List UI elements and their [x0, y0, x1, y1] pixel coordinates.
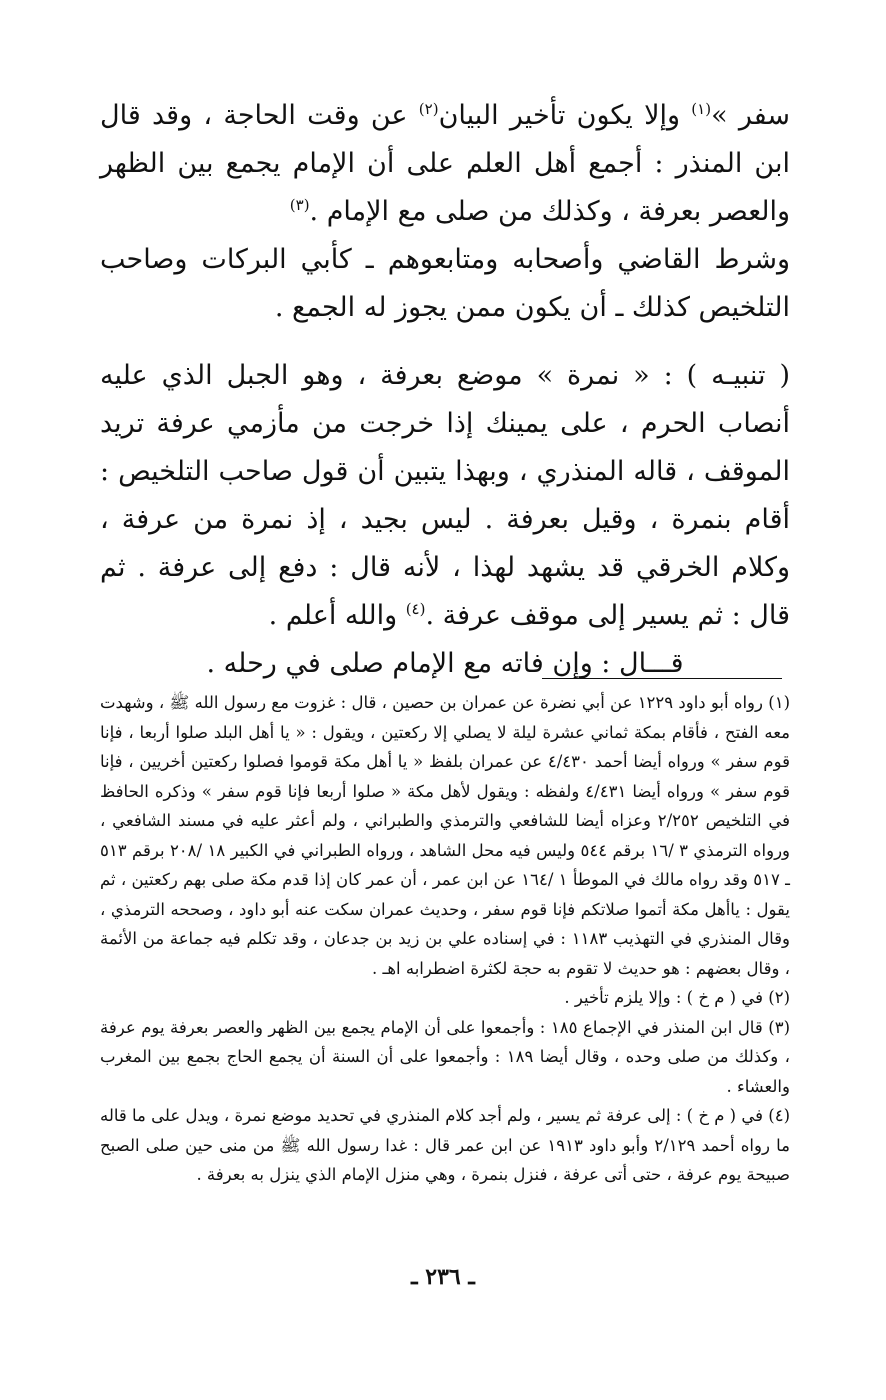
paragraph-4: قـــال : وإن فاته مع الإمام صلى في رحله .	[206, 648, 684, 679]
footnote-4: (٤) في ( م خ ) : إلى عرفة ثم يسير ، ولم أجد كلام المنذري في تحديد موضع نمرة ، ويدل على ما قاله ما رواه أحمد ٢/١٢٩ وأبو داود ١٩١٣ عن ابن عمر قال : غدا رسول الله ﷺ من منى حين صلى الصبح صبيحة يوم عرفة ، حتى أتى عرفة ، فنزل بنمرة ، وهي منزل الإمام الذي ينزل به بعرفة .	[100, 1106, 790, 1184]
footnote-ref-1[interactable]: (١)	[691, 100, 712, 118]
footnote-ref-3[interactable]: (٣)	[289, 196, 310, 214]
paragraph-1-part-b: وإلا يكون تأخير البيان	[438, 100, 692, 131]
paragraph-3-part-a: « نمرة » موضع بعرفة ، وهو الجبل الذي عليه أنصاب الحرم ، على يمينك إذا خرجت من مأزمي عرفة تريد الموقف ، قاله المنذري ، وبهذا يتبين أن قول صاحب التلخيص : أقام بنمرة ، وقيل بعرفة . ليس بجيد ، إذ نمرة من عرفة ، وكلام الخرقي قد يشهد لهذا ، لأنه قال : دفع إلى عرفة . ثم قال : ثم يسير إلى موقف عرفة .	[100, 360, 790, 631]
footnotes	[100, 688, 790, 1190]
footnote-2: (٢) في ( م خ ) : وإلا يلزم تأخير .	[564, 988, 790, 1007]
paragraph-1-part-c: عن وقت الحاجة ، وقد قال ابن المنذر : أجمع أهل العلم على أن الإمام يجمع بين الظهر والعصر بعرفة ، وكذلك من صلى مع الإمام .	[100, 100, 790, 227]
paragraph-1	[100, 92, 790, 236]
page-number: ـ ٢٣٦ ـ	[411, 1264, 475, 1290]
paragraph-2: وشرط القاضي وأصحابه ومتابعوهم ـ كأبي البركات وصاحب التلخيص كذلك ـ أن يكون ممن يجوز له الجمع .	[100, 244, 790, 323]
footnote-ref-4[interactable]: (٤)	[405, 600, 426, 618]
footnote-3: (٣) قال ابن المنذر في الإجماع ١٨٥ : وأجمعوا على أن الإمام يجمع بين الظهر والعصر بعرفة يوم عرفة ، وكذلك من صلى وحده ، وقال أيضا ١٨٩ : وأجمعوا على أن السنة أن يجمع الحاج بجمع بين المغرب والعشاء .	[100, 1017, 790, 1096]
footnote-separator	[542, 678, 782, 679]
paragraph-3	[100, 352, 790, 640]
main-text	[100, 92, 790, 688]
notice-heading: ( تنبيـه ) :	[663, 360, 790, 391]
footnote-ref-2[interactable]: (٢)	[418, 100, 439, 118]
footnote-1: (١) رواه أبو داود ١٢٢٩ عن أبي نضرة عن عمران بن حصين ، قال : غزوت مع رسول الله ﷺ ، وشهدت معه الفتح ، فأقام بمكة ثماني عشرة ليلة لا يصلي إلا ركعتين ، ويقول : « يا أهل البلد صلوا أربعا ، فإنا قوم سفر » ورواه أيضا أحمد ٤/٤٣٠ عن عمران بلفظ « يا أهل مكة قوموا فصلوا ركعتين أخريين ، فإنا قوم سفر » ورواه أيضا ٤/٤٣١ ولفظه : ويقول لأهل مكة « صلوا أربعا فإنا قوم سفر » وذكره الحافظ في التلخيص ٢/٢٥٢ وعزاه أيضا للشافعي والترمذي والطبراني ، ولم أعثر عليه في مسند الشافعي ، ورواه الترمذي ٣ /١٦ برقم ٥٤٤ وليس فيه محل الشاهد ، ورواه الطبراني في الكبير ١٨ /٢٠٨ برقم ٥١٣ ـ ٥١٧ وقد رواه مالك في الموطأ ١ /١٦٤ عن ابن عمر ، أن عمر كان إذا قدم مكة صلى بهم ركعتين ، ثم يقول : ياأهل مكة أتموا صلاتكم فإنا قوم سفر ، وحديث عمران سكت عنه أبو داود ، وصححه الترمذي ، وقال المنذري في التهذيب ١١٨٣ : في إسناده علي بن زيد بن جدعان ، وقد تكلم فيه جماعة من الأئمة ، وقال بعضهم : هو حديث لا تقوم به حجة لكثرة اضطرابه اهـ .	[100, 693, 791, 978]
paragraph-3-part-b: والله أعلم .	[268, 600, 406, 631]
paragraph-1-part-a: سفر »	[711, 100, 791, 131]
